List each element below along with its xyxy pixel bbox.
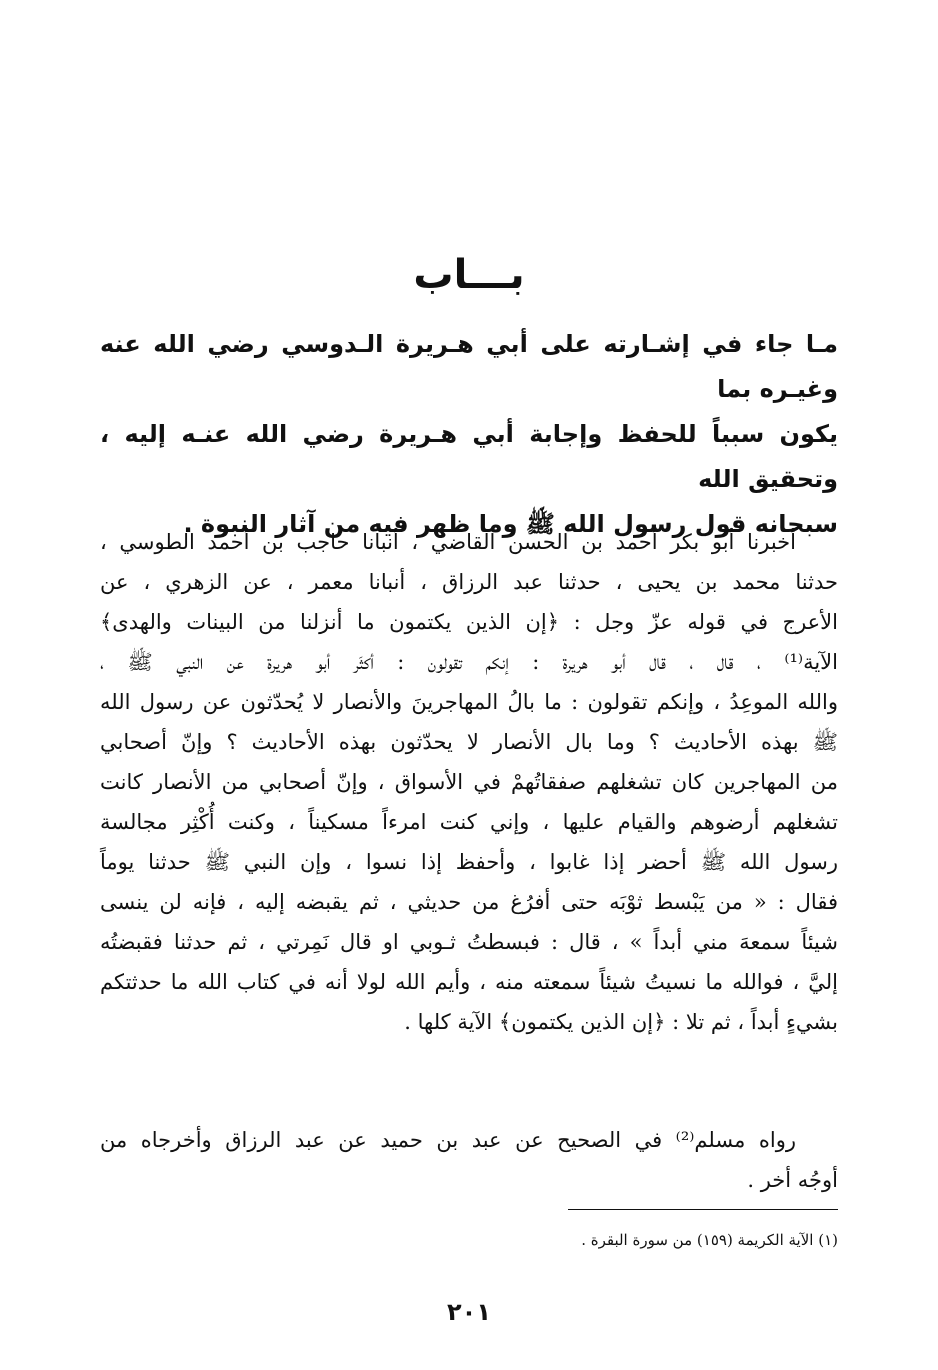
footnote-divider xyxy=(568,1209,838,1210)
paragraph-line: تشغلهم أرضوهم والقيام عليها ، وإني كنت امرءاً مسكيناً ، وكنت أُكْثِر مجالسة xyxy=(100,810,838,834)
footnote: (١) الآية الكريمة (١٥٩) من سورة البقرة . xyxy=(581,1231,838,1249)
chapter-title-line: سبحانه قول رسول الله ﷺ وما ظهر فيه من آثار النبوة . xyxy=(183,510,838,538)
page-number: ٢٠١ xyxy=(447,1298,491,1326)
paragraph-line: أوجُه أخر . xyxy=(747,1168,838,1192)
paragraph-line: رسول الله ﷺ أحضر إذا غابوا ، وأحفظ إذا نسوا ، وإن النبي ﷺ حدثنا يوماً xyxy=(100,850,838,874)
paragraph-line: رواه مسلم⁽²⁾ في الصحيح عن عبد بن حميد عن عبد الرزاق وأخرجاه من xyxy=(100,1128,796,1152)
chapter-title xyxy=(100,322,838,547)
paragraph-line: فقال : « من يَبْسط ثوْبَه حتى أفرُغ من حديثي ، ثم يقبضه إليه ، فإنه لن ينسى xyxy=(100,890,838,914)
paragraph-line: بشيءٍ أبداً ، ثم تلا : ﴿إن الذين يكتمون﴾ الآية كلها . xyxy=(404,1010,838,1034)
paragraph-line: إليَّ ، فوالله ما نسيتُ شيئاً سمعته منه ، وأيم الله لولا أنه في كتاب الله ما حدثتكم xyxy=(100,970,838,994)
paragraph-line: شيئاً سمعهَ مني أبداً » ، قال : فبسطتُ ثـوبي او قال نَمِرتي ، ثم حدثنا فقبضتُه xyxy=(100,930,838,954)
paragraph-line: من المهاجرين كان تشغلهم صفقاتُهمْ في الأسواق ، وإنّ أصحابي من الأنصار كانت xyxy=(100,770,838,794)
paragraph-line: ﷺ بهذه الأحاديث ؟ وما بال الأنصار لا يحدّثون بهذه الأحاديث ؟ وإنّ أصحابي xyxy=(100,730,838,754)
narration-paragraph xyxy=(100,1120,838,1200)
chapter-title-line: يكون سبباً للحفظ وإجابة أبي هـريرة رضي الله عنـه إليه ، وتحقيق الله xyxy=(100,420,838,493)
paragraph-line: الآية⁽¹⁾ ، قال ، قال أبو هريرة : إنكم تقولون : أكثَر أبو هريرة عن النبي ﷺ ، xyxy=(100,650,838,674)
chapter-heading: بـــاب xyxy=(413,252,525,298)
paragraph-line: الأعرج في قوله عزّ وجل : ﴿إن الذين يكتمون ما أنزلنا من البينات والهدى﴾ xyxy=(100,610,838,634)
paragraph-line: حدثنا محمد بن يحيى ، حدثنا عبد الرزاق ، أنبانا معمر ، عن الزهري ، عن xyxy=(100,570,838,594)
paragraph-line: أخبرنا أبو بكر أحمد بن الحسن القاضي ، أنبانا حاجب بن أحمد الطوسي ، xyxy=(100,530,796,554)
chapter-title-line: مـا جاء في إشـارته على أبي هـريرة الـدوسي رضي الله عنه وغيـره بما xyxy=(100,330,838,403)
paragraph-line: والله الموعِدُ ، وإنكم تقولون : ما بالُ المهاجرينَ والأنصار لا يُحدّثون عن رسول الله xyxy=(100,690,838,714)
hadith-paragraph xyxy=(100,522,838,1042)
